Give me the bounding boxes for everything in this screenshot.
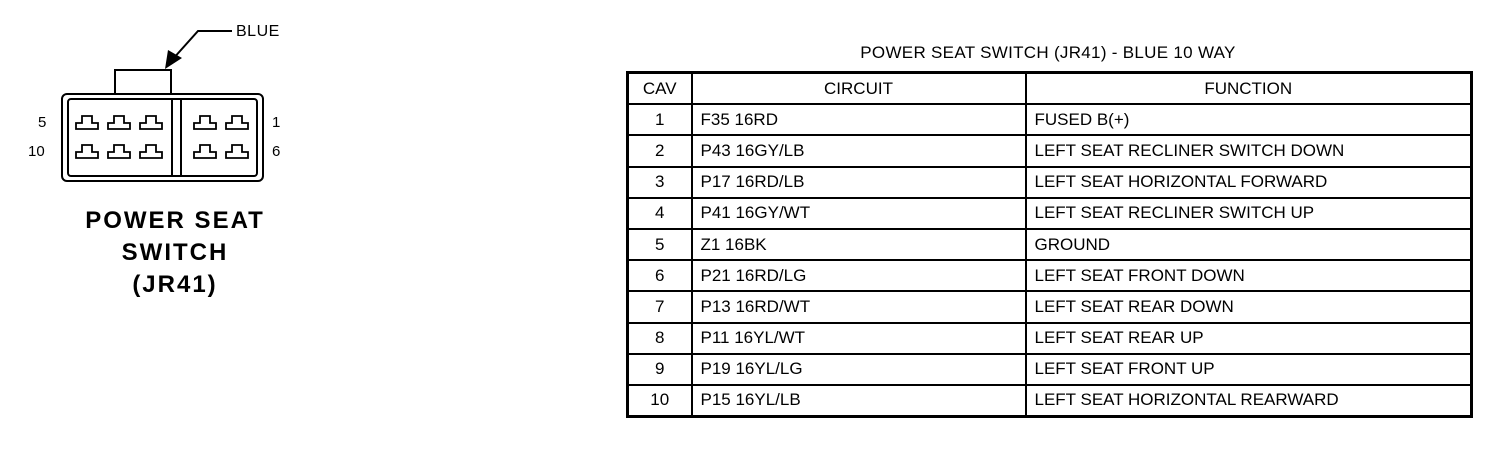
header-function: FUNCTION: [1026, 73, 1472, 105]
leader-line: [172, 31, 232, 60]
function-cell: LEFT SEAT HORIZONTAL FORWARD: [1026, 167, 1472, 198]
function-cell: LEFT SEAT HORIZONTAL REARWARD: [1026, 385, 1472, 417]
circuit-cell: P21 16RD/LG: [692, 260, 1026, 291]
connector-face-drawing: [0, 0, 330, 200]
function-cell: LEFT SEAT RECLINER SWITCH DOWN: [1026, 135, 1472, 166]
cav-cell: 2: [628, 135, 692, 166]
table-row: [628, 229, 1472, 260]
cav-cell: 5: [628, 229, 692, 260]
cav-cell: 7: [628, 291, 692, 322]
pin-label-bottom-left: 10: [28, 143, 45, 160]
table-row: [628, 167, 1472, 198]
connector-housing: [62, 94, 263, 181]
circuit-cell: F35 16RD: [692, 104, 1026, 135]
center-divider: [172, 99, 181, 176]
pinout-table: [626, 71, 1473, 418]
cav-cell: 8: [628, 323, 692, 354]
cav-cell: 10: [628, 385, 692, 417]
connector-diagram: [0, 0, 330, 200]
cav-cell: 4: [628, 198, 692, 229]
circuit-cell: P43 16GY/LB: [692, 135, 1026, 166]
pin-label-bottom-right: 6: [272, 143, 281, 160]
locking-tab: [115, 70, 171, 95]
connector-title-line-3: (JR41): [132, 271, 218, 298]
cav-cell: 6: [628, 260, 692, 291]
function-cell: LEFT SEAT RECLINER SWITCH UP: [1026, 198, 1472, 229]
connector-title-line-2: SWITCH: [121, 239, 229, 266]
cav-cell: 9: [628, 354, 692, 385]
function-cell: FUSED B(+): [1026, 104, 1472, 135]
cav-cell: 3: [628, 167, 692, 198]
table-row: [628, 135, 1472, 166]
header-circuit: CIRCUIT: [692, 73, 1026, 105]
table-row: [628, 198, 1472, 229]
connector-title-line-1: POWER SEAT: [85, 207, 265, 234]
circuit-cell: P17 16RD/LB: [692, 167, 1026, 198]
table-row: [628, 291, 1472, 322]
cav-cell: 1: [628, 104, 692, 135]
connector-color-label: BLUE: [236, 23, 280, 40]
connector-title: [40, 205, 310, 301]
table-row: [628, 260, 1472, 291]
table-row: [628, 104, 1472, 135]
pin-label-top-left: 5: [38, 114, 47, 131]
function-cell: LEFT SEAT REAR UP: [1026, 323, 1472, 354]
pin-label-top-right: 1: [272, 114, 281, 131]
table-row: [628, 385, 1472, 417]
table-title: POWER SEAT SWITCH (JR41) - BLUE 10 WAY: [860, 43, 1236, 62]
circuit-cell: P15 16YL/LB: [692, 385, 1026, 417]
table-row: [628, 354, 1472, 385]
function-cell: LEFT SEAT REAR DOWN: [1026, 291, 1472, 322]
circuit-cell: P11 16YL/WT: [692, 323, 1026, 354]
header-cav: CAV: [628, 73, 692, 105]
function-cell: LEFT SEAT FRONT DOWN: [1026, 260, 1472, 291]
table-row: [628, 323, 1472, 354]
function-cell: LEFT SEAT FRONT UP: [1026, 354, 1472, 385]
circuit-cell: P13 16RD/WT: [692, 291, 1026, 322]
function-cell: GROUND: [1026, 229, 1472, 260]
circuit-cell: P41 16GY/WT: [692, 198, 1026, 229]
circuit-cell: Z1 16BK: [692, 229, 1026, 260]
circuit-cell: P19 16YL/LG: [692, 354, 1026, 385]
table-header-row: [628, 73, 1472, 105]
